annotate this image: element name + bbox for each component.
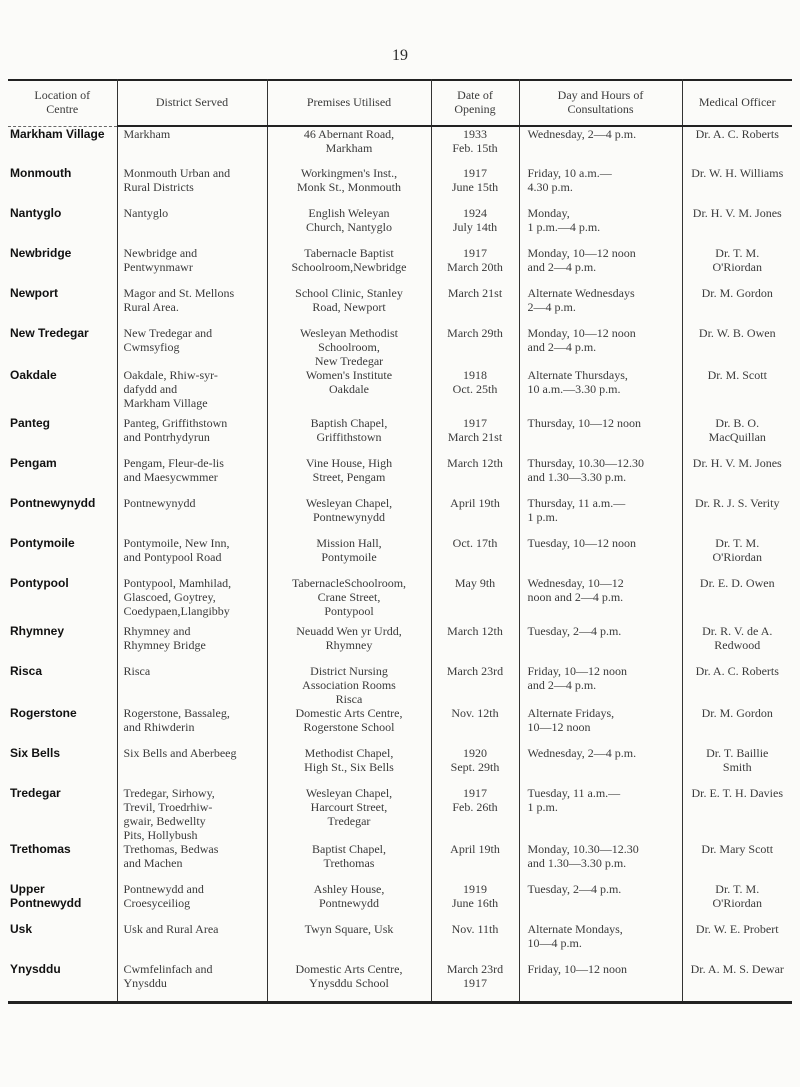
table-cell-premises: 46 Abernant Road, Markham bbox=[267, 126, 431, 166]
table-cell-location: Upper Pontnewydd bbox=[10, 882, 82, 910]
table-cell-date: Nov. 12th bbox=[431, 706, 519, 746]
table-row bbox=[8, 246, 792, 286]
table-cell-hours: Tuesday, 2—4 p.m. bbox=[519, 882, 682, 922]
table-row bbox=[8, 624, 792, 664]
table-cell-district: Pontypool, Mamhilad, Glascoed, Goytrey, Coedypaen,Llangibby bbox=[117, 576, 267, 624]
table-cell-district: Panteg, Griffithstown and Pontrhydyrun bbox=[117, 416, 267, 456]
table-cell-location: Panteg bbox=[10, 416, 51, 430]
table-cell-district: Rhymney and Rhymney Bridge bbox=[117, 624, 267, 664]
table-cell-district: New Tredegar and Cwmsyfiog bbox=[117, 326, 267, 368]
table-cell-hours: Friday, 10—12 noon bbox=[519, 962, 682, 1002]
table-row bbox=[8, 456, 792, 496]
table-cell-premises: Domestic Arts Centre, Rogerstone School bbox=[267, 706, 431, 746]
table-cell-hours: Alternate Mondays, 10—4 p.m. bbox=[519, 922, 682, 962]
table-row bbox=[8, 326, 792, 368]
table-cell-officer: Dr. R. V. de A. Redwood bbox=[682, 624, 792, 664]
table-cell-hours: Wednesday, 2—4 p.m. bbox=[519, 126, 682, 166]
table-cell-district: Oakdale, Rhiw-syr- dafydd and Markham Village bbox=[117, 368, 267, 416]
table-row bbox=[8, 126, 792, 166]
table-cell-hours: Monday, 1 p.m.—4 p.m. bbox=[519, 206, 682, 246]
table-cell-hours: Tuesday, 10—12 noon bbox=[519, 536, 682, 576]
table-row bbox=[8, 286, 792, 326]
table-row bbox=[8, 922, 792, 962]
table-cell-premises: TabernacleSchoolroom, Crane Street, Pontypool bbox=[267, 576, 431, 624]
table-cell-district: Usk and Rural Area bbox=[117, 922, 267, 962]
table-cell-location: Oakdale bbox=[10, 368, 57, 382]
table-cell-premises: Women's Institute Oakdale bbox=[267, 368, 431, 416]
table-cell-date: March 29th bbox=[431, 326, 519, 368]
table-cell-premises: Twyn Square, Usk bbox=[267, 922, 431, 962]
table-cell-hours: Alternate Fridays, 10—12 noon bbox=[519, 706, 682, 746]
table-cell-date: 1917 Feb. 26th bbox=[431, 786, 519, 842]
table-cell-date: 1918 Oct. 25th bbox=[431, 368, 519, 416]
table-cell-date: Nov. 11th bbox=[431, 922, 519, 962]
table-cell-officer: Dr. Mary Scott bbox=[682, 842, 792, 882]
table-cell-location: New Tredegar bbox=[10, 326, 89, 340]
table-cell-premises: Baptist Chapel, Trethomas bbox=[267, 842, 431, 882]
table-cell-officer: Dr. A. C. Roberts bbox=[682, 126, 792, 166]
table-cell-officer: Dr. M. Gordon bbox=[682, 286, 792, 326]
table-cell-location: Tredegar bbox=[10, 786, 61, 800]
table-cell-hours: Monday, 10.30—12.30 and 1.30—3.30 p.m. bbox=[519, 842, 682, 882]
table-cell-location: Six Bells bbox=[10, 746, 61, 760]
table-cell-officer: Dr. T. M. O'Riordan bbox=[682, 882, 792, 922]
table-cell-date: 1924 July 14th bbox=[431, 206, 519, 246]
table-cell-district: Risca bbox=[117, 664, 267, 706]
table-cell-date: 1933 Feb. 15th bbox=[431, 126, 519, 166]
table-cell-officer: Dr. T. Baillie Smith bbox=[682, 746, 792, 786]
table-cell-district: Monmouth Urban and Rural Districts bbox=[117, 166, 267, 206]
table-cell-officer: Dr. R. J. S. Verity bbox=[682, 496, 792, 536]
page-number: 19 bbox=[392, 47, 408, 64]
table-cell-hours: Wednesday, 2—4 p.m. bbox=[519, 746, 682, 786]
table-cell-hours: Friday, 10 a.m.— 4.30 p.m. bbox=[519, 166, 682, 206]
table-cell-district: Trethomas, Bedwas and Machen bbox=[117, 842, 267, 882]
table-cell-location: Rogerstone bbox=[10, 706, 77, 720]
table-cell-premises: Neuadd Wen yr Urdd, Rhymney bbox=[267, 624, 431, 664]
table-cell-date: 1919 June 16th bbox=[431, 882, 519, 922]
table-cell-hours: Tuesday, 2—4 p.m. bbox=[519, 624, 682, 664]
table-row bbox=[8, 746, 792, 786]
table-cell-officer: Dr. H. V. M. Jones bbox=[682, 206, 792, 246]
table-cell-location: Nantyglo bbox=[10, 206, 62, 220]
table-cell-premises: District Nursing Association Rooms Risca bbox=[267, 664, 431, 706]
table-cell-hours: Wednesday, 10—12 noon and 2—4 p.m. bbox=[519, 576, 682, 624]
table-cell-district: Pengam, Fleur-de-lis and Maesycwmmer bbox=[117, 456, 267, 496]
table-cell-hours: Monday, 10—12 noon and 2—4 p.m. bbox=[519, 246, 682, 286]
table-cell-district: Magor and St. Mellons Rural Area. bbox=[117, 286, 267, 326]
table-row bbox=[8, 786, 792, 842]
table-cell-district: Pontnewynydd bbox=[117, 496, 267, 536]
table-cell-date: March 23rd 1917 bbox=[431, 962, 519, 1002]
table-cell-hours: Monday, 10—12 noon and 2—4 p.m. bbox=[519, 326, 682, 368]
header-row bbox=[8, 79, 792, 126]
table-cell-officer: Dr. E. D. Owen bbox=[682, 576, 792, 624]
table-cell-location: Risca bbox=[10, 664, 43, 678]
table-row bbox=[8, 842, 792, 882]
table-row bbox=[8, 962, 792, 1002]
table-cell-date: May 9th bbox=[431, 576, 519, 624]
table-cell-officer: Dr. M. Gordon bbox=[682, 706, 792, 746]
table-cell-date: March 21st bbox=[431, 286, 519, 326]
table-cell-district: Six Bells and Aberbeeg bbox=[117, 746, 267, 786]
table-cell-location: Trethomas bbox=[10, 842, 71, 856]
table-cell-date: April 19th bbox=[431, 496, 519, 536]
table-cell-location: Newbridge bbox=[10, 246, 72, 260]
table-row bbox=[8, 664, 792, 706]
table-cell-location: Monmouth bbox=[10, 166, 72, 180]
table-cell-district: Nantyglo bbox=[117, 206, 267, 246]
table-cell-location: Newport bbox=[10, 286, 58, 300]
table-cell-date: 1917 March 20th bbox=[431, 246, 519, 286]
header-officer: Medical Officer bbox=[682, 79, 792, 126]
table-cell-premises: Wesleyan Chapel, Pontnewynydd bbox=[267, 496, 431, 536]
table-cell-location: Usk bbox=[10, 922, 33, 936]
table-cell-district: Rogerstone, Bassaleg, and Rhiwderin bbox=[117, 706, 267, 746]
table-row bbox=[8, 416, 792, 456]
table-cell-premises: Ashley House, Pontnewydd bbox=[267, 882, 431, 922]
table-cell-district: Pontymoile, New Inn, and Pontypool Road bbox=[117, 536, 267, 576]
table-row bbox=[8, 206, 792, 246]
table-cell-date: Oct. 17th bbox=[431, 536, 519, 576]
header-location: Location of Centre bbox=[8, 79, 117, 126]
table-cell-location: Pontnewynydd bbox=[10, 496, 96, 510]
table-cell-officer: Dr. T. M. O'Riordan bbox=[682, 536, 792, 576]
table-row bbox=[8, 706, 792, 746]
table-cell-hours: Thursday, 11 a.m.— 1 p.m. bbox=[519, 496, 682, 536]
table-cell-hours: Thursday, 10.30—12.30 and 1.30—3.30 p.m. bbox=[519, 456, 682, 496]
table-cell-location: Pontymoile bbox=[10, 536, 75, 550]
table-cell-officer: Dr. T. M. O'Riordan bbox=[682, 246, 792, 286]
table-cell-district: Markham bbox=[117, 126, 267, 166]
table-cell-date: 1917 March 21st bbox=[431, 416, 519, 456]
table-cell-officer: Dr. B. O. MacQuillan bbox=[682, 416, 792, 456]
table-row bbox=[8, 536, 792, 576]
header-district: District Served bbox=[117, 79, 267, 126]
table-cell-premises: Workingmen's Inst., Monk St., Monmouth bbox=[267, 166, 431, 206]
table-cell-officer: Dr. A. M. S. Dewar bbox=[682, 962, 792, 1002]
table-cell-officer: Dr. H. V. M. Jones bbox=[682, 456, 792, 496]
table-cell-date: March 12th bbox=[431, 456, 519, 496]
table-cell-district: Tredegar, Sirhowy, Trevil, Troedrhiw- gwair, Bedwellty Pits, Hollybush bbox=[117, 786, 267, 842]
header-date: Date of Opening bbox=[431, 79, 519, 126]
table-cell-date: March 23rd bbox=[431, 664, 519, 706]
header-hours: Day and Hours of Consultations bbox=[519, 79, 682, 126]
table-row bbox=[8, 496, 792, 536]
table-cell-premises: Tabernacle Baptist Schoolroom,Newbridge bbox=[267, 246, 431, 286]
table-cell-hours: Tuesday, 11 a.m.— 1 p.m. bbox=[519, 786, 682, 842]
table-cell-officer: Dr. W. E. Probert bbox=[682, 922, 792, 962]
table-cell-location: Rhymney bbox=[10, 624, 65, 638]
table-cell-officer: Dr. W. H. Williams bbox=[682, 166, 792, 206]
table-cell-premises: Mission Hall, Pontymoile bbox=[267, 536, 431, 576]
table-row bbox=[8, 368, 792, 416]
table-row bbox=[8, 576, 792, 624]
table-cell-date: March 12th bbox=[431, 624, 519, 664]
table-cell-premises: Methodist Chapel, High St., Six Bells bbox=[267, 746, 431, 786]
table-cell-hours: Alternate Wednesdays 2—4 p.m. bbox=[519, 286, 682, 326]
table-cell-location: Ynysddu bbox=[8, 962, 117, 1002]
table-cell-location: Pontypool bbox=[10, 576, 69, 590]
table-cell-district: Pontnewydd and Croesyceiliog bbox=[117, 882, 267, 922]
table-cell-premises: Wesleyan Chapel, Harcourt Street, Tredegar bbox=[267, 786, 431, 842]
table-cell-hours: Thursday, 10—12 noon bbox=[519, 416, 682, 456]
clinic-table bbox=[8, 79, 792, 1004]
table-row bbox=[8, 166, 792, 206]
table-cell-premises: English Weleyan Church, Nantyglo bbox=[267, 206, 431, 246]
table-cell-date: April 19th bbox=[431, 842, 519, 882]
table-cell-officer: Dr. M. Scott bbox=[682, 368, 792, 416]
header-premises: Premises Utilised bbox=[267, 79, 431, 126]
table-cell-hours: Friday, 10—12 noon and 2—4 p.m. bbox=[519, 664, 682, 706]
table-cell-district: Cwmfelinfach and Ynysddu bbox=[117, 962, 267, 1002]
table-cell-officer: Dr. W. B. Owen bbox=[682, 326, 792, 368]
table-cell-district: Newbridge and Pentwynmawr bbox=[117, 246, 267, 286]
table-cell-premises: School Clinic, Stanley Road, Newport bbox=[267, 286, 431, 326]
table-cell-date: 1920 Sept. 29th bbox=[431, 746, 519, 786]
table-cell-premises: Wesleyan Methodist Schoolroom, New Tredegar bbox=[267, 326, 431, 368]
table-cell-location: Pengam bbox=[10, 456, 57, 470]
table-cell-hours: Alternate Thursdays, 10 a.m.—3.30 p.m. bbox=[519, 368, 682, 416]
table-row bbox=[8, 882, 792, 922]
table-cell-premises: Baptish Chapel, Griffithstown bbox=[267, 416, 431, 456]
table-cell-officer: Dr. E. T. H. Davies bbox=[682, 786, 792, 842]
table-cell-date: 1917 June 15th bbox=[431, 166, 519, 206]
table-cell-location: Markham Village bbox=[10, 126, 105, 141]
table-cell-officer: Dr. A. C. Roberts bbox=[682, 664, 792, 706]
table-cell-premises: Domestic Arts Centre, Ynysddu School bbox=[267, 962, 431, 1002]
table-cell-premises: Vine House, High Street, Pengam bbox=[267, 456, 431, 496]
